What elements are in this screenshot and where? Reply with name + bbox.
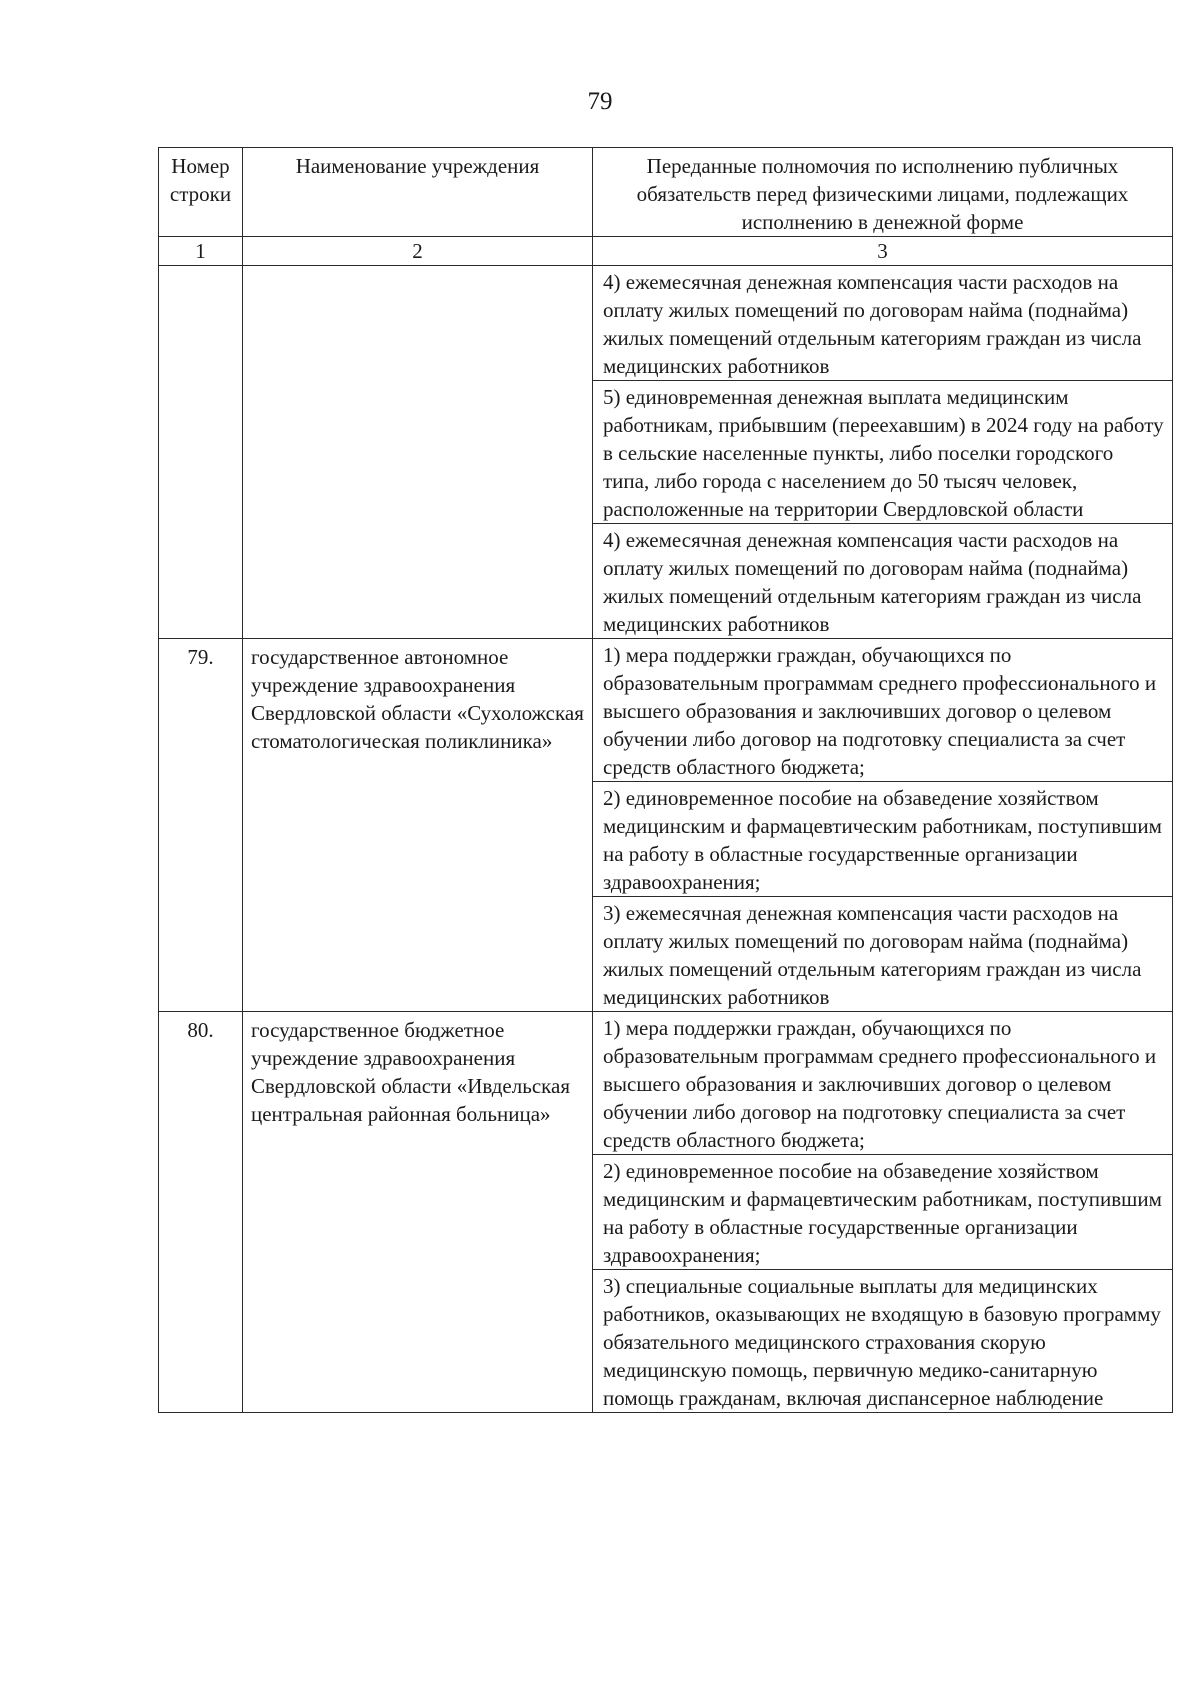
- column-number: 1: [159, 237, 243, 266]
- row-number: 79.: [159, 639, 243, 1012]
- obligations-table: [158, 147, 1173, 1413]
- header-institution-name: Наименование учреждения: [243, 148, 593, 237]
- header-row-number: Номер строки: [159, 148, 243, 237]
- obligation-item: 2) единовременное пособие на обзаведение хозяйством медицинским и фармацевтическим работникам, поступившим на работу в областные государственные организации здравоохранения;: [593, 1155, 1173, 1270]
- page-number: 79: [587, 88, 613, 115]
- institution-name: государственное автономное учреждение здравоохранения Свердловской области «Сухоложская стоматологическая поликлиника»: [243, 639, 593, 1012]
- obligation-item: 2) единовременное пособие на обзаведение хозяйством медицинским и фармацевтическим работникам, поступившим на работу в областные государственные организации здравоохранения;: [593, 782, 1173, 897]
- obligation-item: 1) мера поддержки граждан, обучающихся по образовательным программам среднего профессионального и высшего образования и заключивших договор о целевом обучении либо договор на подготовку специалиста за счет средств областного бюджета;: [593, 639, 1173, 782]
- row-number: 80.: [159, 1012, 243, 1413]
- column-number: 2: [243, 237, 593, 266]
- column-number: 3: [593, 237, 1173, 266]
- table-row: [159, 1012, 1173, 1155]
- header-delegated-powers: Переданные полномочия по исполнению публичных обязательств перед физическими лицами, подлежащих исполнению в денежной форме: [593, 148, 1173, 237]
- obligation-item: 1) мера поддержки граждан, обучающихся по образовательным программам среднего профессионального и высшего образования и заключивших договор о целевом обучении либо договор на подготовку специалиста за счет средств областного бюджета;: [593, 1012, 1173, 1155]
- obligation-item: 3) специальные социальные выплаты для медицинских работников, оказывающих не входящую в базовую программу обязательного медицинского страхования скорую медицинскую помощь, первичную медико-санитарную помощь гражданам, включая диспансерное наблюдение: [593, 1270, 1173, 1413]
- column-number-row: [159, 237, 1173, 266]
- table-row: [159, 266, 1173, 381]
- table-header-row: [159, 148, 1173, 237]
- row-number: [159, 266, 243, 639]
- obligation-item: 4) ежемесячная денежная компенсация части расходов на оплату жилых помещений по договорам найма (поднайма) жилых помещений отдельным категориям граждан из числа медицинских работников: [593, 266, 1173, 381]
- table-row: [159, 639, 1173, 782]
- obligation-item: 5) единовременная денежная выплата медицинским работникам, прибывшим (переехавшим) в 2024 году на работу в сельские населенные пункты, либо поселки городского типа, либо города с населением до 50 тысяч человек, расположенные на территории Свердловской области: [593, 381, 1173, 524]
- institution-name: государственное бюджетное учреждение здравоохранения Свердловской области «Ивдельская центральная районная больница»: [243, 1012, 593, 1413]
- obligation-item: 3) ежемесячная денежная компенсация части расходов на оплату жилых помещений по договорам найма (поднайма) жилых помещений отдельным категориям граждан из числа медицинских работников: [593, 897, 1173, 1012]
- obligation-item: 4) ежемесячная денежная компенсация части расходов на оплату жилых помещений по договорам найма (поднайма) жилых помещений отдельным категориям граждан из числа медицинских работников: [593, 524, 1173, 639]
- institution-name: [243, 266, 593, 639]
